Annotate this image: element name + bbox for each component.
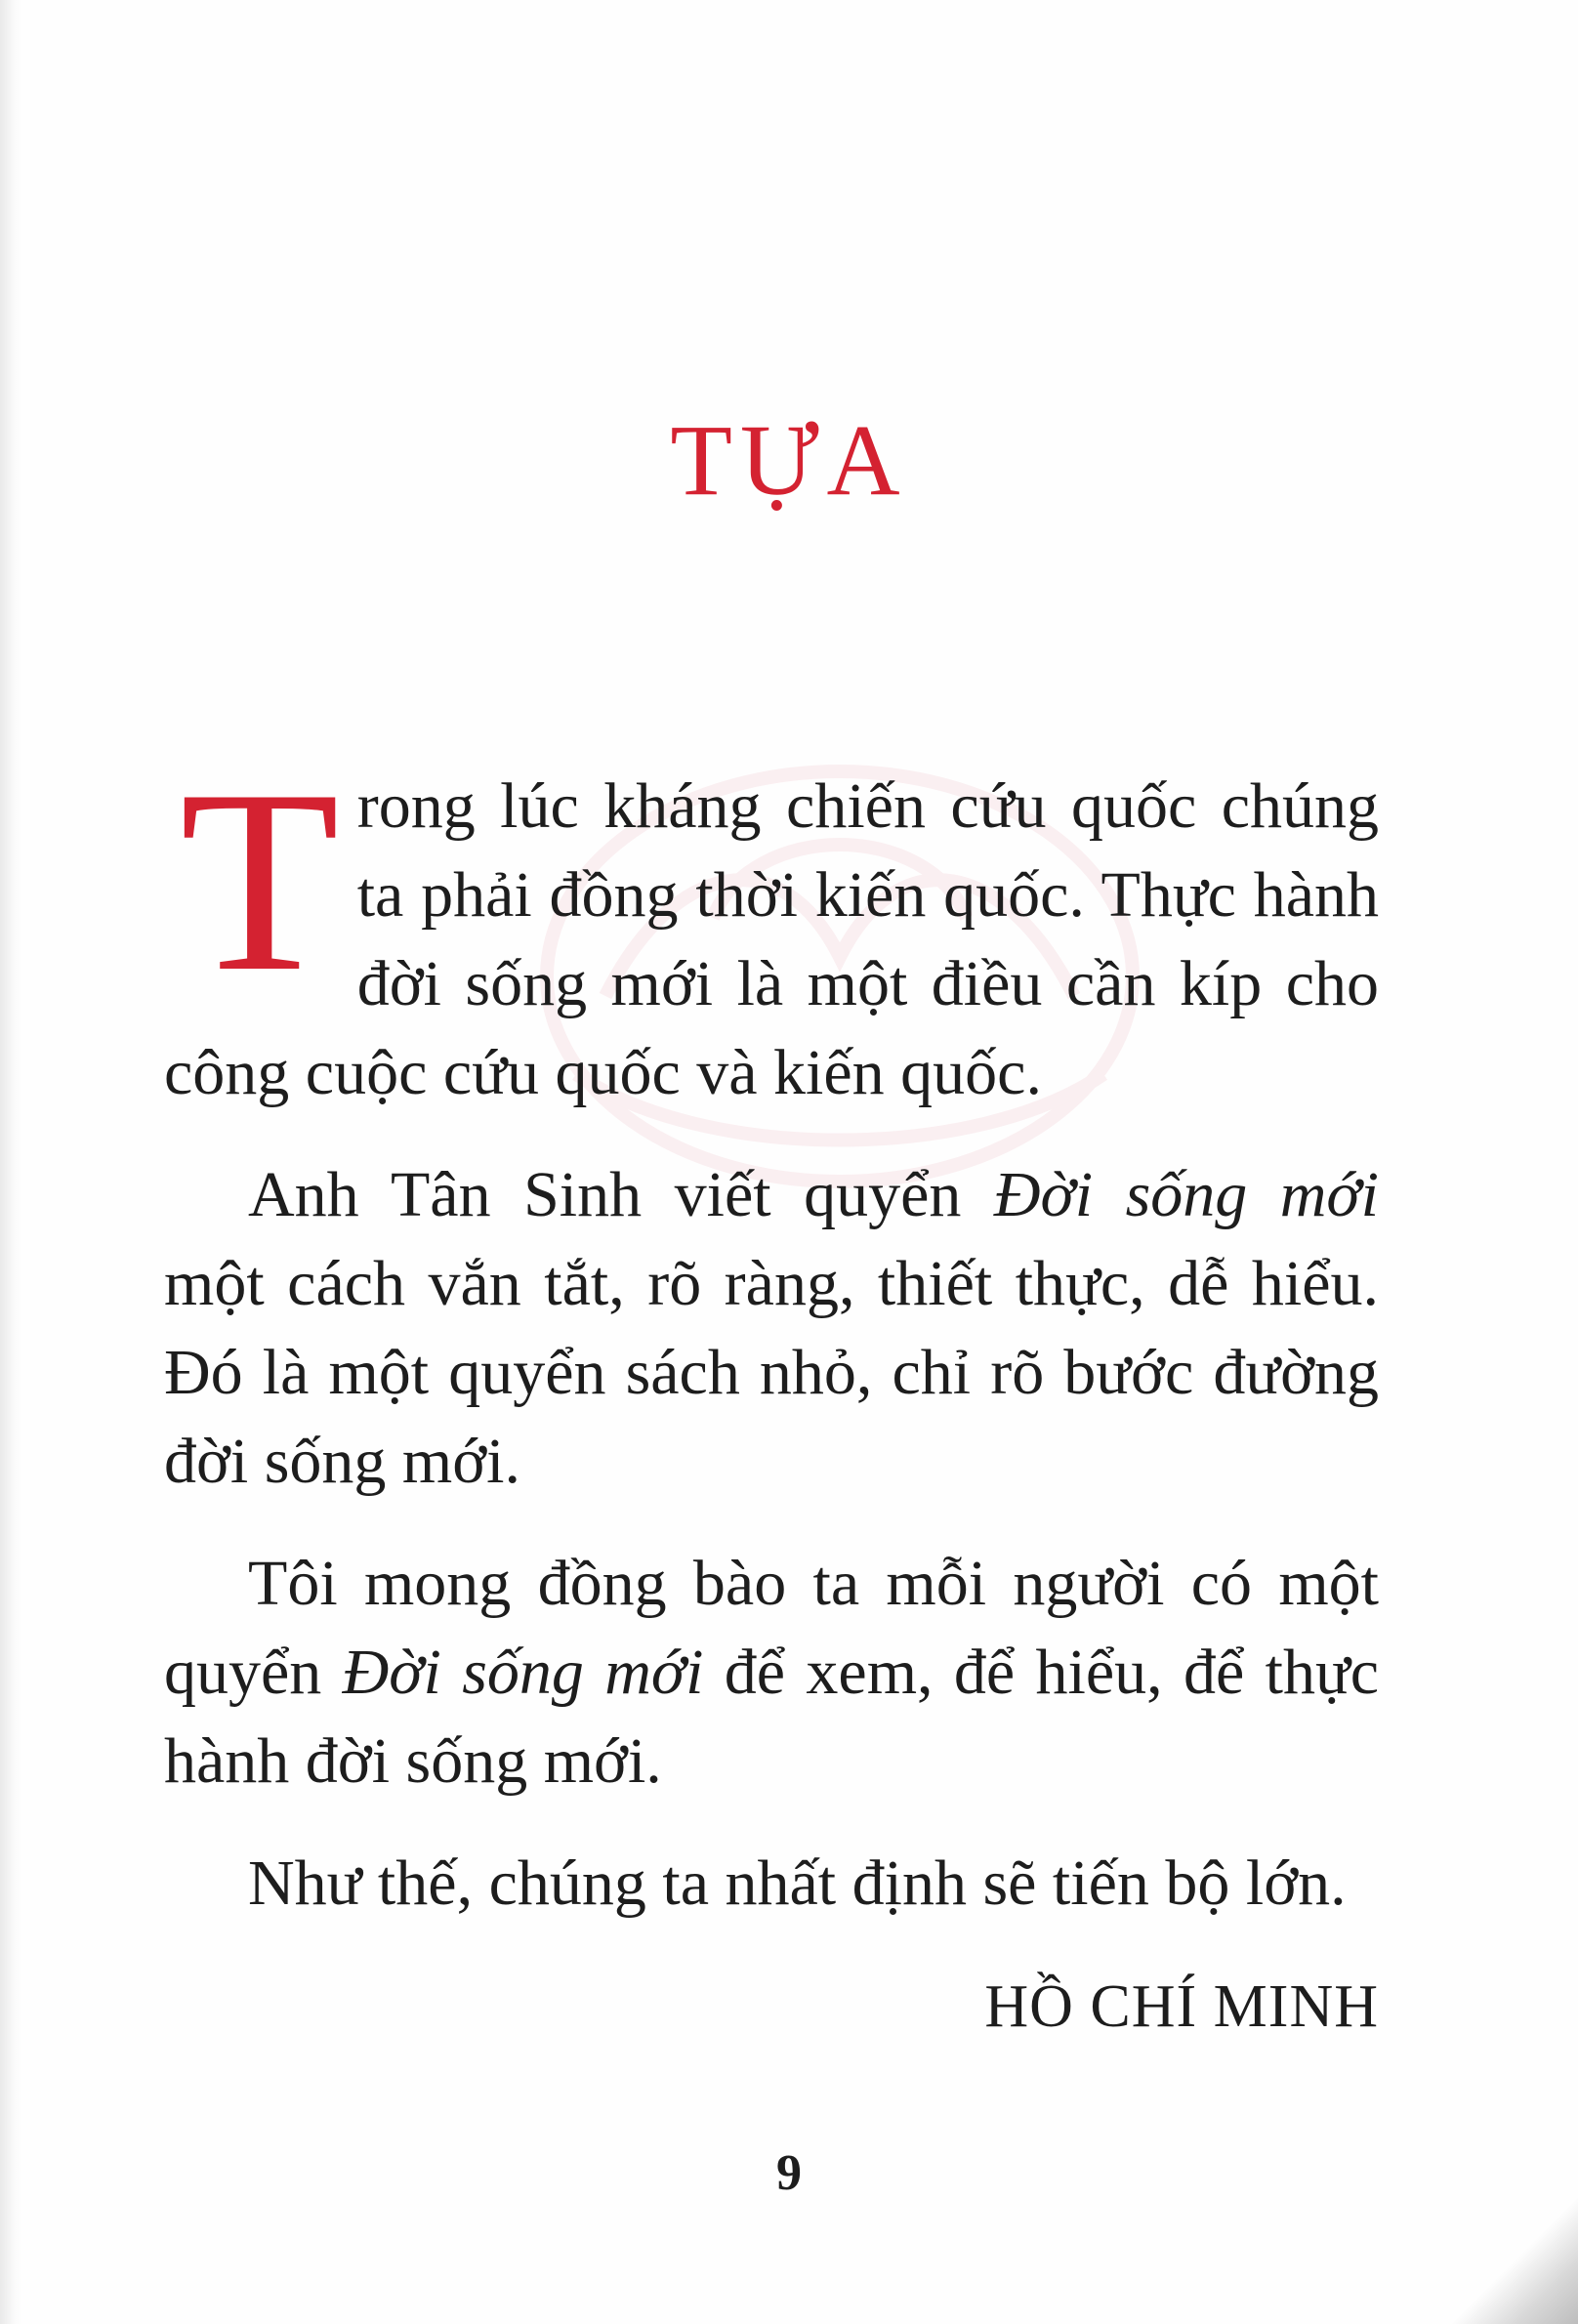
paragraph-3-after: để xem, để hiểu, để thực hành đời sống mới. — [164, 1637, 1380, 1797]
paragraph-4-text: Như thế, chúng ta nhất định sẽ tiến bộ lớn. — [248, 1847, 1347, 1919]
page-title: TỰA — [670, 404, 908, 517]
book-title-italic: Đời sống mới — [342, 1637, 704, 1708]
author-signature: HỒ CHÍ MINH — [984, 1973, 1379, 2040]
drop-cap: T — [180, 735, 340, 1025]
paragraph-1 — [164, 735, 1379, 1117]
paragraph-4 — [164, 1839, 1379, 1928]
paragraph-2-after: một cách vắn tắt, rõ ràng, thiết thực, dễ hiểu. Đó là một quyển sách nhỏ, chỉ rõ bước đường đời sống mới. — [164, 1248, 1379, 1497]
body-text — [164, 735, 1380, 1961]
paragraph-3 — [164, 1539, 1379, 1805]
paragraph-3-before: Tôi mong đồng bào ta mỗi người có một quyển — [164, 1548, 1379, 1708]
page-corner-curl — [1441, 2178, 1578, 2324]
book-title-italic: Đời sống mới — [993, 1159, 1379, 1230]
paragraph-1-text: rong lúc kháng chiến cứu quốc chúng ta phải đồng thời kiến quốc. Thực hành đời sống mới là một điều cần kíp cho công cuộc cứu quốc và kiến quốc. — [164, 770, 1379, 1108]
page-edge-shadow — [0, 0, 21, 2324]
paragraph-2-before: Anh Tân Sinh viết quyển — [248, 1159, 994, 1230]
page-number: 9 — [776, 2145, 802, 2201]
paragraph-2 — [164, 1150, 1379, 1506]
